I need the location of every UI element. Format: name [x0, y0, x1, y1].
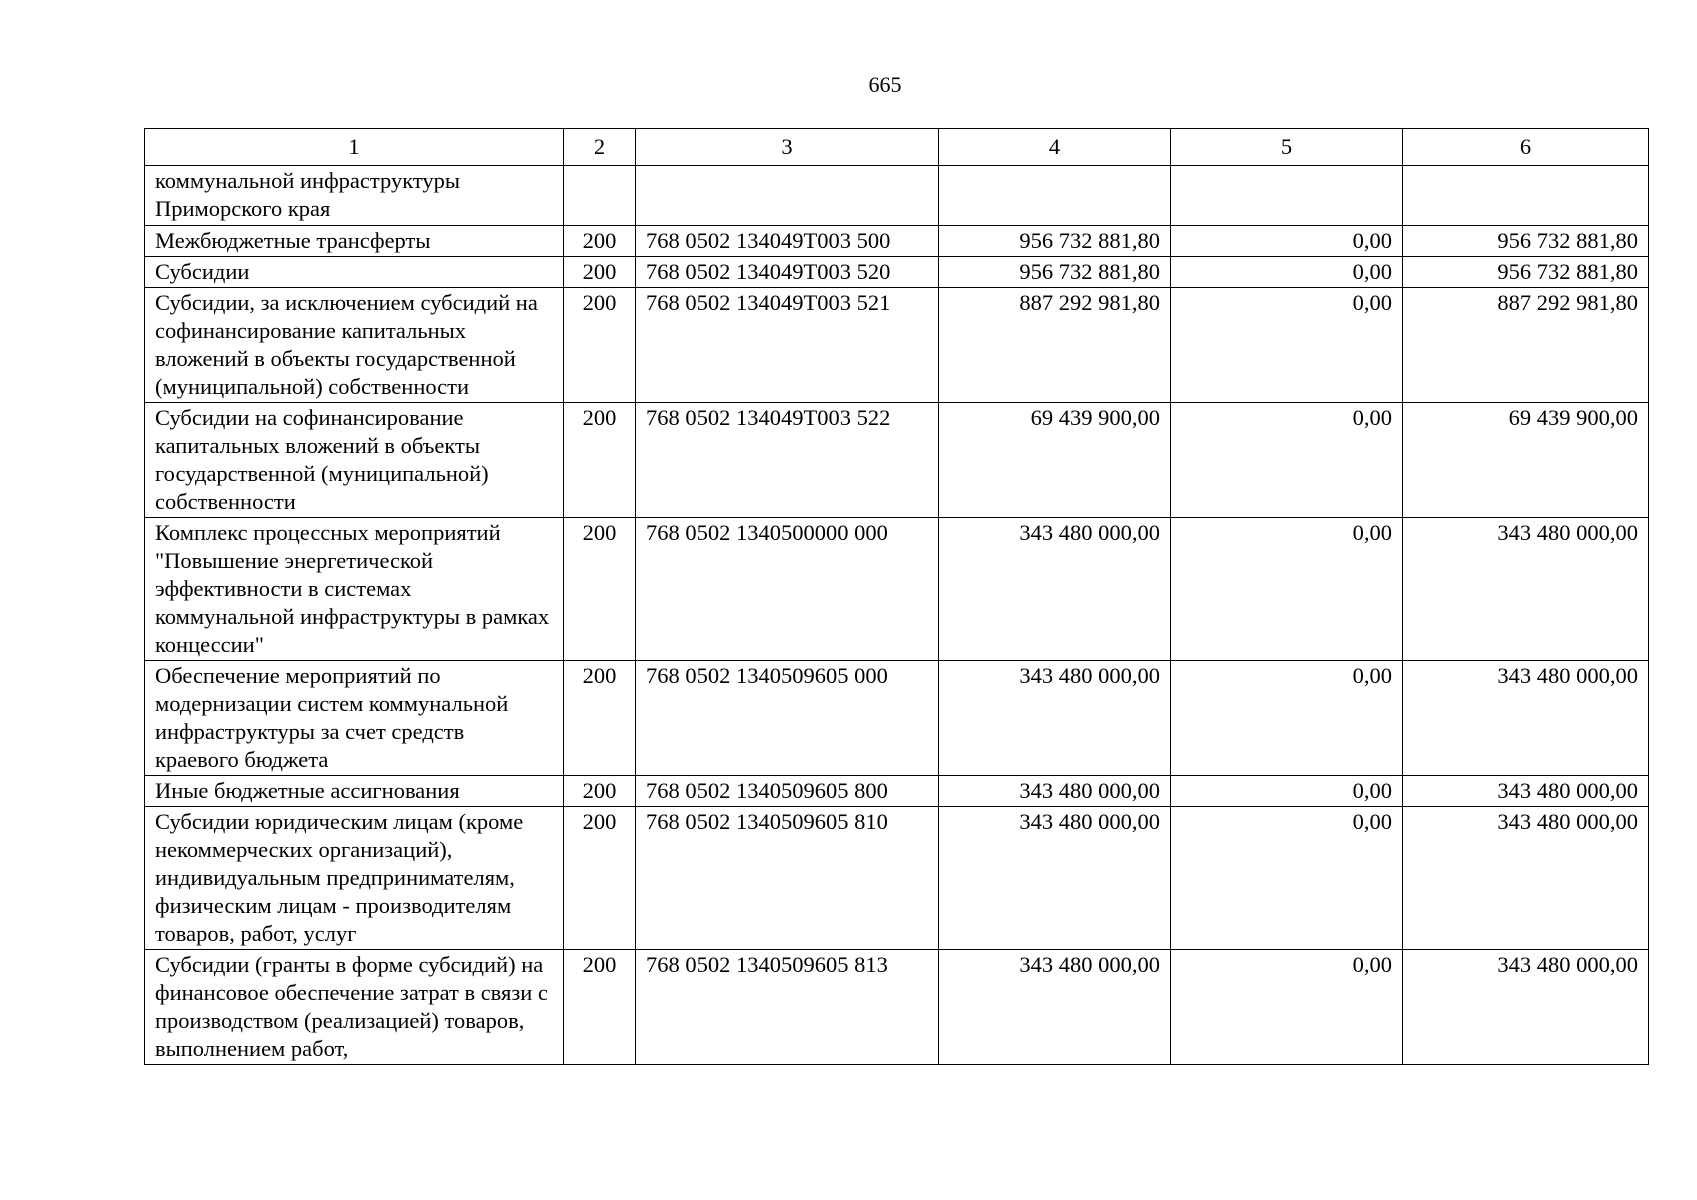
column-header: 6: [1403, 129, 1649, 166]
row-name: Межбюджетные трансферты: [145, 226, 564, 257]
row-value-6: 887 292 981,80: [1403, 288, 1649, 403]
table-row: [145, 257, 1649, 288]
table-row: [145, 807, 1649, 950]
table-row: [145, 288, 1649, 403]
row-value-4: 69 439 900,00: [939, 403, 1171, 518]
row-value-4: 343 480 000,00: [939, 950, 1171, 1065]
row-value-6: 343 480 000,00: [1403, 807, 1649, 950]
row-glav: 200: [564, 776, 636, 807]
row-code: 768 0502 1340509605 813: [636, 950, 939, 1065]
row-value-4: 887 292 981,80: [939, 288, 1171, 403]
column-header: 5: [1171, 129, 1403, 166]
table-row: [145, 661, 1649, 776]
budget-table: [144, 128, 1649, 1065]
row-value-4: 956 732 881,80: [939, 226, 1171, 257]
row-value-5: 0,00: [1171, 403, 1403, 518]
row-code: 768 0502 134049Т003 500: [636, 226, 939, 257]
row-name: Субсидии: [145, 257, 564, 288]
row-code: [636, 166, 939, 226]
row-value-5: 0,00: [1171, 776, 1403, 807]
column-header: 3: [636, 129, 939, 166]
row-name: Субсидии, за исключением субсидий на софинансирование капитальных вложений в объекты государственной (муниципальной) собственности: [145, 288, 564, 403]
row-code: 768 0502 1340509605 800: [636, 776, 939, 807]
row-code: 768 0502 134049Т003 520: [636, 257, 939, 288]
table-row: [145, 403, 1649, 518]
column-header: 2: [564, 129, 636, 166]
row-code: 768 0502 134049Т003 521: [636, 288, 939, 403]
row-glav: 200: [564, 661, 636, 776]
row-value-4: [939, 166, 1171, 226]
table-row: [145, 776, 1649, 807]
row-value-6: 956 732 881,80: [1403, 257, 1649, 288]
row-code: 768 0502 1340509605 810: [636, 807, 939, 950]
row-value-5: 0,00: [1171, 518, 1403, 661]
row-value-4: 343 480 000,00: [939, 776, 1171, 807]
row-name: Субсидии юридическим лицам (кроме некоммерческих организаций), индивидуальным предпринимателям, физическим лицам - производителям товаров, работ, услуг: [145, 807, 564, 950]
row-value-6: 343 480 000,00: [1403, 776, 1649, 807]
row-glav: 200: [564, 226, 636, 257]
table-row: [145, 166, 1649, 226]
row-value-5: 0,00: [1171, 226, 1403, 257]
row-value-5: 0,00: [1171, 288, 1403, 403]
row-glav: 200: [564, 257, 636, 288]
row-value-4: 343 480 000,00: [939, 518, 1171, 661]
row-value-4: 343 480 000,00: [939, 807, 1171, 950]
row-value-6: 343 480 000,00: [1403, 661, 1649, 776]
row-code: 768 0502 1340509605 000: [636, 661, 939, 776]
row-value-4: 956 732 881,80: [939, 257, 1171, 288]
row-value-6: 69 439 900,00: [1403, 403, 1649, 518]
row-name: Комплекс процессных мероприятий "Повышение энергетической эффективности в системах коммунальной инфраструктуры в рамках концессии": [145, 518, 564, 661]
row-name: Субсидии (гранты в форме субсидий) на финансовое обеспечение затрат в связи с производством (реализацией) товаров, выполнением работ,: [145, 950, 564, 1065]
row-code: 768 0502 1340500000 000: [636, 518, 939, 661]
column-header: 4: [939, 129, 1171, 166]
row-value-6: [1403, 166, 1649, 226]
row-name: Обеспечение мероприятий по модернизации систем коммунальной инфраструктуры за счет средств краевого бюджета: [145, 661, 564, 776]
row-value-5: 0,00: [1171, 807, 1403, 950]
row-glav: 200: [564, 518, 636, 661]
table-header: [145, 129, 1649, 166]
row-value-5: 0,00: [1171, 950, 1403, 1065]
row-value-6: 343 480 000,00: [1403, 950, 1649, 1065]
row-name: Иные бюджетные ассигнования: [145, 776, 564, 807]
header-row: [145, 129, 1649, 166]
row-value-4: 343 480 000,00: [939, 661, 1171, 776]
table-body: [145, 166, 1649, 1065]
row-value-5: [1171, 166, 1403, 226]
row-value-5: 0,00: [1171, 257, 1403, 288]
row-glav: 200: [564, 403, 636, 518]
table-row: [145, 518, 1649, 661]
row-code: 768 0502 134049Т003 522: [636, 403, 939, 518]
row-glav: [564, 166, 636, 226]
row-value-6: 343 480 000,00: [1403, 518, 1649, 661]
column-header: 1: [145, 129, 564, 166]
row-value-6: 956 732 881,80: [1403, 226, 1649, 257]
row-name: Субсидии на софинансирование капитальных вложений в объекты государственной (муниципальной) собственности: [145, 403, 564, 518]
row-glav: 200: [564, 950, 636, 1065]
page-number: 665: [868, 72, 902, 97]
table-row: [145, 950, 1649, 1065]
row-name: коммунальной инфраструктуры Приморского края: [145, 166, 564, 226]
table-row: [145, 226, 1649, 257]
row-glav: 200: [564, 288, 636, 403]
row-value-5: 0,00: [1171, 661, 1403, 776]
row-glav: 200: [564, 807, 636, 950]
